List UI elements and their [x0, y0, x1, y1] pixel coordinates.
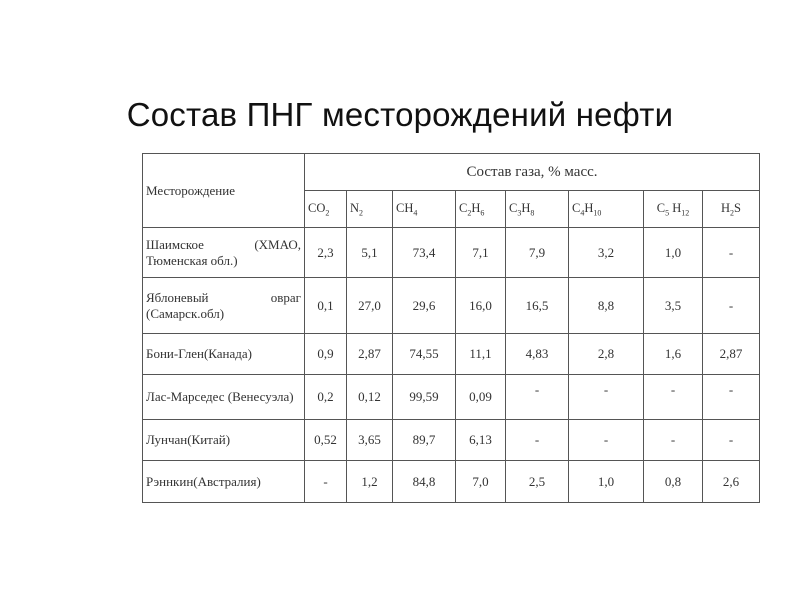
cell-value: 2,3	[305, 228, 347, 278]
cell-value: -	[305, 461, 347, 503]
component-symbol: H	[584, 200, 594, 215]
cell-value: 29,6	[393, 278, 456, 334]
component-header	[506, 191, 569, 228]
cell-value: 2,87	[703, 334, 760, 375]
cell-value: 0,12	[347, 375, 393, 420]
cell-value: 27,0	[347, 278, 393, 334]
cell-value: -	[569, 375, 644, 420]
component-subscript: 2	[467, 208, 472, 218]
component-symbol: C	[459, 200, 468, 215]
cell-value: 6,13	[456, 420, 506, 461]
component-header	[393, 191, 456, 228]
cell-value: 11,1	[456, 334, 506, 375]
cell-value: 3,2	[569, 228, 644, 278]
cell-value: 1,6	[644, 334, 703, 375]
component-subscript: 4	[413, 208, 418, 218]
cell-value: -	[703, 228, 760, 278]
component-symbol: C	[572, 200, 581, 215]
component-symbol: C	[656, 200, 666, 215]
cell-value: 0,8	[644, 461, 703, 503]
cell-value: 4,83	[506, 334, 569, 375]
header-row-top	[143, 154, 760, 191]
cell-value: -	[644, 375, 703, 420]
cell-value: 1,0	[644, 228, 703, 278]
field-header: Месторождение	[143, 154, 305, 228]
field-name: Шаимское (ХМАО, Тюменская обл.)	[143, 228, 305, 278]
component-subscript: 3	[517, 208, 522, 218]
component-symbol: H	[471, 200, 481, 215]
cell-value: 3,5	[644, 278, 703, 334]
cell-value: 1,2	[347, 461, 393, 503]
component-subscript: 2	[730, 208, 735, 218]
cell-value: 3,65	[347, 420, 393, 461]
component-header	[456, 191, 506, 228]
cell-value: 8,8	[569, 278, 644, 334]
cell-value: 7,0	[456, 461, 506, 503]
component-symbol: H	[521, 200, 531, 215]
cell-value: 74,55	[393, 334, 456, 375]
cell-value: -	[703, 420, 760, 461]
component-header	[347, 191, 393, 228]
cell-value: 7,1	[456, 228, 506, 278]
table-row	[143, 228, 760, 278]
cell-value: 0,9	[305, 334, 347, 375]
cell-value: 1,0	[569, 461, 644, 503]
component-subscript: 6	[480, 208, 485, 218]
gas-composition-table	[142, 153, 760, 503]
cell-value: 16,0	[456, 278, 506, 334]
cell-value: -	[644, 420, 703, 461]
cell-value: 0,52	[305, 420, 347, 461]
cell-value: 0,09	[456, 375, 506, 420]
component-symbol: CO	[308, 200, 326, 215]
cell-value: 2,87	[347, 334, 393, 375]
component-symbol: N	[350, 200, 360, 215]
component-header	[644, 191, 703, 228]
component-header	[703, 191, 760, 228]
component-subscript: 2	[325, 208, 330, 218]
cell-value: -	[703, 278, 760, 334]
field-name: Лунчан(Китай)	[143, 420, 305, 461]
table-row	[143, 461, 760, 503]
field-name: Рэннкин(Австралия)	[143, 461, 305, 503]
component-symbol: H	[669, 200, 682, 215]
component-symbol: S	[734, 200, 741, 215]
field-name: Яблоневый овраг (Самарск.обл)	[143, 278, 305, 334]
cell-value: 99,59	[393, 375, 456, 420]
cell-value: 89,7	[393, 420, 456, 461]
component-symbol: H	[721, 200, 731, 215]
cell-value: 2,8	[569, 334, 644, 375]
component-subscript: 12	[681, 208, 690, 218]
cell-value: -	[506, 420, 569, 461]
field-name: Бони-Глен(Канада)	[143, 334, 305, 375]
table-row	[143, 278, 760, 334]
table-row	[143, 420, 760, 461]
cell-value: -	[703, 375, 760, 420]
component-header	[569, 191, 644, 228]
cell-value: 16,5	[506, 278, 569, 334]
table-row	[143, 334, 760, 375]
cell-value: 5,1	[347, 228, 393, 278]
cell-value: 0,1	[305, 278, 347, 334]
cell-value: 7,9	[506, 228, 569, 278]
composition-header: Состав газа, % масс.	[305, 154, 760, 191]
component-symbol: C	[509, 200, 518, 215]
component-subscript: 2	[359, 208, 364, 218]
component-subscript: 4	[580, 208, 585, 218]
field-name: Лас-Марседес (Венесуэла)	[143, 375, 305, 420]
cell-value: 84,8	[393, 461, 456, 503]
component-subscript: 8	[530, 208, 535, 218]
component-symbol: CH	[396, 200, 414, 215]
cell-value: 2,6	[703, 461, 760, 503]
slide-title: Состав ПНГ месторождений нефти	[126, 96, 674, 133]
component-subscript: 5	[665, 208, 670, 218]
table-row	[143, 375, 760, 420]
cell-value: -	[506, 375, 569, 420]
cell-value: -	[569, 420, 644, 461]
component-header	[305, 191, 347, 228]
cell-value: 73,4	[393, 228, 456, 278]
cell-value: 0,2	[305, 375, 347, 420]
cell-value: 2,5	[506, 461, 569, 503]
component-subscript: 10	[593, 208, 602, 218]
